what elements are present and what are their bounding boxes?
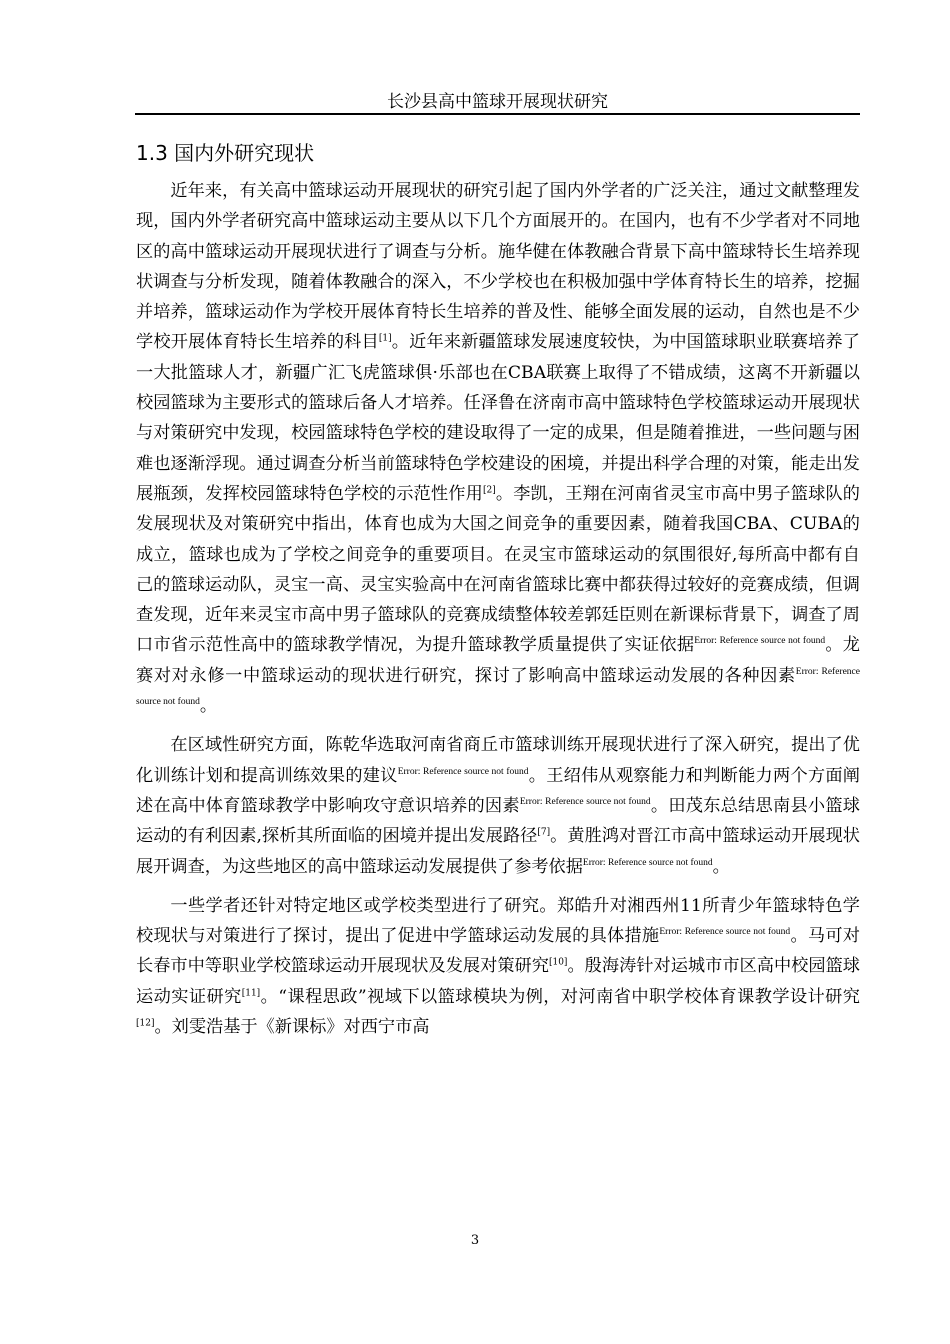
citation-error-ref: Error: Reference source not found — [397, 766, 529, 777]
body-text — [136, 176, 860, 1042]
paragraph — [136, 891, 860, 1042]
paragraph-text: 。李凯，王翔在河南省灵宝市高中男子篮球队的发展现状及对策研究中指出，体育也成为大国之间竞争的重要因素，随着我国CBA、CUBA的成立，篮球也成为了学校之间竞争的重要项目。在灵宝市篮球运动的氛围很好,每所高中都有自己的篮球运动队，灵宝一高、灵宝实验高中在河南省篮球比赛中都获得过较好的竞赛成绩，但调查发现，近年来灵宝市高中男子篮球队的竞赛成绩整体较差郭廷臣则在新课标背景下，调查了周口市省示范性高中的篮球教学情况，为提升篮球教学质量提供了实证依据 — [136, 483, 860, 656]
paragraph-text: 。田茂东总结思南县小篮球运动的有利因素,探析其所面临的困境并提出发展路径 — [136, 795, 860, 847]
paragraph-text: 在区域性研究方面，陈乾华选取河南省商丘市篮球训练开展现状进行了深入研究，提出了优化训练计划和提高训练效果的建议 — [136, 735, 860, 786]
paragraph-text: 一些学者还针对特定地区或学校类型进行了研究。郑皓升对湘西州11所青少年篮球特色学校现状与对策进行了探讨，提出了促进中学篮球运动发展的具体措施 — [136, 895, 860, 947]
paragraph-text: 。刘雯浩基于《新课标》对西宁市高 — [154, 1017, 430, 1038]
paragraph-text: 。黄胜鸿对晋江市高中篮球运动开展现状展开调查，为这些地区的高中篮球运动发展提供了参考依据 — [136, 826, 860, 877]
citation-error-ref: Error: Reference source not found — [694, 636, 826, 647]
citation-ref: [1] — [378, 333, 392, 344]
paragraph-text: 近年来，有关高中篮球运动开展现状的研究引起了国内外学者的广泛关注，通过文献整理发现，国内外学者研究高中篮球运动主要从以下几个方面展开的。在国内，也有不少学者对不同地区的高中篮球运动开展现状进行了调查与分析。施华健在体教融合背景下高中篮球特长生培养现状调查与分析发现，随着体教融合的深入，不少学校也在积极加强中学体育特长生的培养，挖掘并培养，篮球运动作为学校开展体育特长生培养的普及性、能够全面发展的运动，自然也是不少学校开展体育特长生培养的科目 — [136, 181, 860, 353]
citation-ref: [7] — [537, 827, 551, 838]
paragraph-text: 。王绍伟从观察能力和判断能力两个方面阐述在高中体育篮球教学中影响攻守意识培养的因素 — [136, 765, 860, 816]
paragraph-text: 。 — [712, 856, 730, 877]
paragraph-text: 。龙赛对对永修一中篮球运动的现状进行研究，探讨了影响高中篮球运动发展的各种因素 — [136, 635, 860, 686]
citation-error-ref: Error: Reference source not found — [582, 857, 713, 868]
paragraph-text: 。马可对长春市中等职业学校篮球运动开展现状及发展对策研究 — [136, 926, 860, 977]
citation-ref: [10] — [548, 957, 568, 968]
paragraph-text: 。“课程思政”视域下以篮球模块为例，对河南省中职学校体育课教学设计研究 — [260, 986, 860, 1007]
citation-ref: [2] — [482, 485, 496, 496]
paragraph-text: 。 — [199, 696, 218, 717]
citation-error-ref: Error: Reference source not found — [659, 927, 791, 938]
paragraph — [136, 176, 860, 721]
paragraph-text: 。殷海涛针对运城市市区高中校园篮球运动实证研究 — [136, 956, 860, 1007]
citation-ref: [11] — [241, 987, 261, 998]
header-divider — [135, 113, 860, 115]
citation-error-ref: Error: Reference source not found — [519, 796, 651, 807]
page-number: 3 — [470, 1233, 480, 1248]
citation-ref: [12] — [136, 1018, 155, 1029]
paragraph-text: 。近年来新疆篮球发展速度较快，为中国篮球职业联赛培养了一大批篮球人才，新疆广汇飞虎篮球俱·乐部也在CBA联赛上取得了不错成绩，这离不开新疆以校园篮球为主要形式的篮球后备人才培养。任泽鲁在济南市高中篮球特色学校篮球运动开展现状与对策研究中发现，校园篮球特色学校的建设取得了一定的成果，但是随着推进，一些问题与困难也逐渐浮现。通过调查分析当前篮球特色学校建设的困境，并提出科学合理的对策，能走出发展瓶颈，发挥校园篮球特色学校的示范性作用 — [136, 332, 860, 504]
citation-error-ref: Error: Reference source not found — [136, 666, 860, 708]
section-heading: 1.3 国内外研究现状 — [136, 141, 315, 165]
running-header-title: 长沙县高中篮球开展现状研究 — [387, 92, 608, 112]
paragraph — [136, 730, 860, 881]
